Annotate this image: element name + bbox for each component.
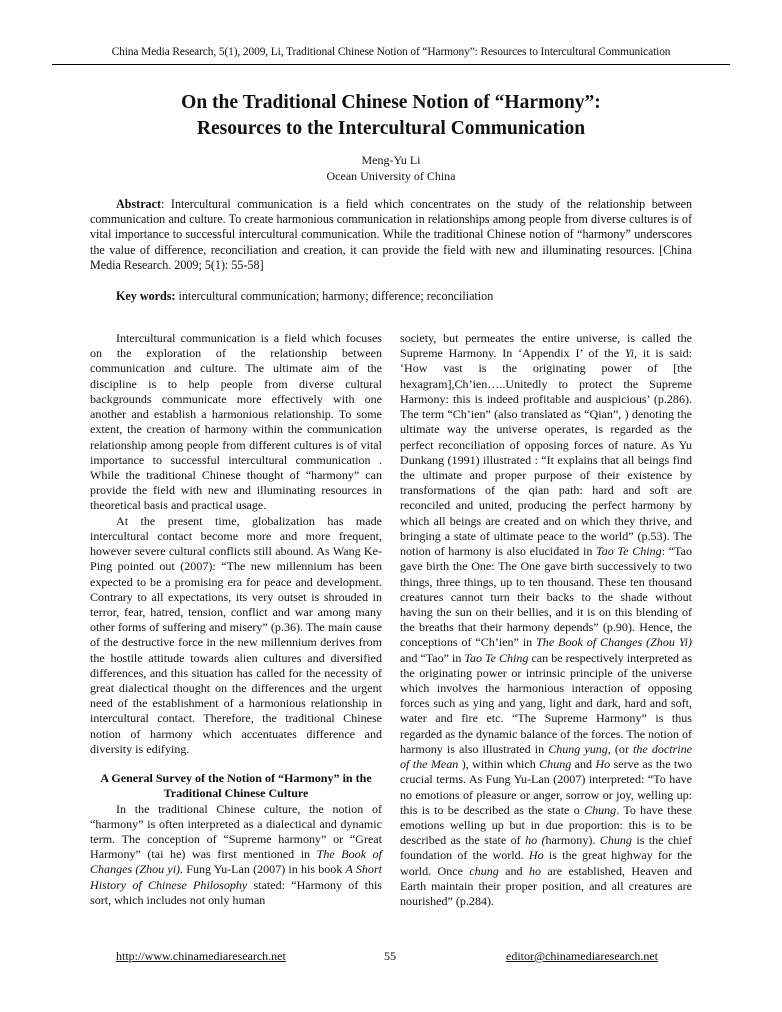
abstract-text: : Intercultural communication is a field which concentrates on the study of the relationship between communication and culture. To create harmonious communication in relationships among people from diverse cultures is of vital importance to successful intercultural communication. While the traditional Chinese notion of “harmony” underscores the value of difference, reconciliation and creation, it can provide the field with new and illuminating resources. [China Media Research. 2009; 5(1): 55-58] — [90, 197, 692, 272]
left-column — [90, 331, 382, 908]
book-title: Tao Te Ching — [464, 650, 529, 665]
footer-email-link[interactable]: editor@chinamediaresearch.net — [506, 949, 658, 963]
abstract — [90, 197, 692, 273]
author-name: Meng-Yu Li — [361, 153, 421, 167]
book-title: The Book of Changes (Zhou Yi) — [536, 635, 692, 650]
keywords — [116, 289, 692, 304]
title-line-1: On the Traditional Chinese Notion of “Harmony”: — [181, 92, 601, 113]
body-paragraph: In the traditional Chinese culture, the notion of “harmony” is often interpreted as a dialectical and dynamic term. The conception of “Supreme harmony” or “Great Harmony” (tai he) was first mentioned in The Book of Changes (Zhou yi). Fung Yu-Lan (2007) in his book A Short History of Chinese Philosophy stated: “Harmony of this sort, which includes not only human — [90, 801, 382, 907]
author-block — [60, 152, 722, 184]
book-title: A Short History of Chinese Philosophy — [90, 862, 382, 892]
abstract-label: Abstract — [116, 197, 162, 211]
article-title — [60, 90, 722, 142]
title-line-2: Resources to the Intercultural Communication — [196, 118, 586, 139]
keywords-label: Key words: — [116, 289, 176, 303]
author-affiliation: Ocean University of China — [326, 169, 456, 183]
footer-website-link[interactable]: http://www.chinamediaresearch.net — [116, 949, 286, 963]
body-paragraph: society, but permeates the entire universe, is called the Supreme Harmony. In ‘Appendix I’ of the Yi, it is said: ‘How vast is the originating power of [the hexagram],Ch’ien…..Unitedly to protect the Supreme Harmony: this is indeed profitable and auspicious’ (p.286). The term “Ch’ien” (also translated as “Qian”, ) denoting the ultimate way the universe operates, is regarded as the perfect reconciliation of opposing forces of nature. As Yu Dunkang (1991) illustrated : “It explains that all beings find the ultimate and proper purpose of their existence by transformations of the qian path: hard and soft are reconciled and united, producing the perfect harmony by which all beings are created and on which they thrive, and bringing a state of ultimate peace to the world” (p.53). The notion of harmony is also elucidated in Tao Te Ching: “Tao gave birth the One: The One gave birth successively to two things, three things, up to ten thousand. These ten thousand creatures cannot turn their backs to the shade without having the sun on their bellies, and it is on this blending of the breaths that their harmony depends” (p.90). Hence, the conceptions of “Ch’ien” in The Book of Changes (Zhou Yi) and “Tao” in Tao Te Ching can be respectively interpreted as the originating power or intrinsic principle of the universe which involves the harmonious interaction of opposing forces such as ying and yang, light and dark, hard and soft, water and fire etc. “The Supreme Harmony” is thus regarded as the dynamic balance of the forces. The notion of harmony is also illustrated in Chung yung, (or the doctrine of the Mean ), within which Chung and Ho serve as the two crucial terms. As Fung Yu-Lan (2007) interpreted: “To have no emotions of pleasure or anger, sorrow or joy, welling up: this is to be described as the state o Chung. To have these emotions welling up but in due proportion: this is to be described as the state of ho (harmony). Chung is the chief foundation of the world. Ho is the great highway for the world. Once chung and ho are established, Heaven and Earth maintain their proper position, and all creatures are nourished” (p.284). — [400, 331, 693, 909]
body-paragraph: At the present time, globalization has made intercultural contact become more and more frequent, however severe cultural conflicts still abound. As Wang Ke-Ping pointed out (2007): “The new millennium has been expected to be a promising era for peace and development. Contrary to all expectations, its very outset is shrouded in terror, fear, hatred, tension, conflict and war among many other forms of suffering and misery” (p.36). The main cause of the destructive force in the new millennium derives from the hostile attitude towards alien cultures and diversified differences, and this situation has called for the necessity of great dialectical thought on the differences and the urgent need of the establishment of a harmonious relationship in intercultural contact. Therefore, the traditional Chinese notion of harmony which accentuates difference and diversity is edifying. — [90, 513, 382, 756]
section-heading: A General Survey of the Notion of “Harmony” in the Traditional Chinese Culture — [100, 771, 372, 801]
keywords-text: intercultural communication; harmony; difference; reconciliation — [175, 289, 494, 303]
book-title: The Book of Changes (Zhou yi). — [90, 847, 382, 877]
page-number: 55 — [384, 949, 396, 963]
running-header: China Media Research, 5(1), 2009, Li, Traditional Chinese Notion of “Harmony”: Resources to Intercultural Communication — [111, 46, 671, 58]
body-paragraph: Intercultural communication is a field which focuses on the exploration of the relationship between communication and culture. The ultimate aim of the discipline is to help people from diverse cultural backgrounds communicate more effectively with one another and establish a harmonious relationship. To some extent, the creation of harmony within the communication relationship among people from different cultures is of vital importance to successful intercultural communication . While the traditional Chinese thought of “harmony” can provide the field with new and illuminating resources in theoretical basis and practical usage. — [90, 331, 382, 513]
header-rule — [52, 64, 730, 65]
book-title: Tao Te Ching — [596, 544, 662, 559]
book-title: Chung yung — [548, 741, 608, 756]
right-column — [400, 331, 692, 909]
